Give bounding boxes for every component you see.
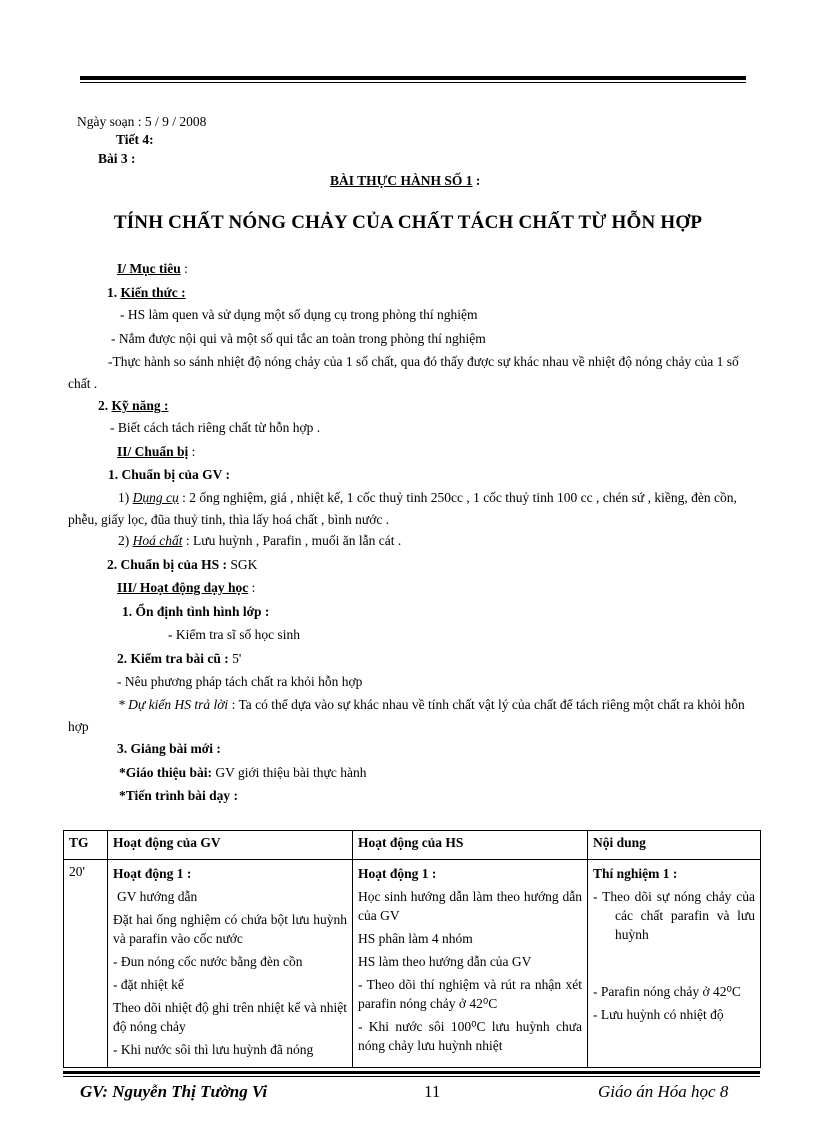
activity-1-text: - Kiểm tra sĩ số học sinh bbox=[168, 627, 300, 642]
header-gv: Hoạt động của GV bbox=[108, 831, 353, 860]
progress-label: *Tiến trình bài dạy : bbox=[119, 788, 239, 803]
lesson-table bbox=[63, 830, 761, 1068]
hs-title: Hoạt động 1 : bbox=[358, 866, 437, 881]
activities-heading-text: III/ Hoạt động dạy học bbox=[117, 580, 249, 595]
intro-line bbox=[119, 764, 366, 782]
header-hs: Hoạt động của HS bbox=[353, 831, 588, 860]
practice-title bbox=[330, 172, 480, 190]
prep-gv-heading: 1. Chuẩn bị của GV : bbox=[108, 467, 231, 482]
date-line bbox=[77, 113, 206, 131]
lesson-period: Tiết 4: bbox=[116, 132, 154, 147]
prep-tools-num: 1) bbox=[118, 490, 130, 505]
gv-title: Hoạt động 1 : bbox=[113, 866, 192, 881]
date-label: Ngày soạn : bbox=[77, 114, 142, 129]
knowledge-num: 1. bbox=[107, 285, 118, 300]
footer-page-number: 11 bbox=[424, 1082, 441, 1101]
hs-line-1: Học sinh hướng dẫn làm theo hướng dẫn của GV bbox=[358, 889, 582, 923]
content-title: Thí nghiệm 1 : bbox=[593, 866, 678, 881]
prep-heading-suffix: : bbox=[191, 444, 196, 459]
header-content: Nội dung bbox=[588, 831, 761, 860]
activity-3-heading: 3. Giảng bài mới : bbox=[117, 741, 221, 756]
footer-teacher: GV: Nguyễn Thị Tường Vi bbox=[80, 1082, 268, 1101]
gv-line-4: - đặt nhiệt kế bbox=[113, 977, 184, 992]
header-rule-thick bbox=[80, 76, 746, 80]
skills-num: 2. bbox=[98, 398, 109, 413]
knowledge-item-2: - Nắm được nội qui và một số qui tắc an toàn trong phòng thí nghiệm bbox=[111, 331, 486, 346]
objectives-heading-suffix: : bbox=[184, 261, 188, 276]
hs-line-5: - Khi nước sôi 100⁰C lưu huỳnh chưa nóng chảy lưu huỳnh nhiệt bbox=[358, 1019, 582, 1053]
prep-tools bbox=[68, 487, 758, 531]
activity-2-time: 5' bbox=[232, 651, 242, 666]
hs-cell bbox=[353, 860, 588, 1068]
header-time: TG bbox=[64, 831, 108, 860]
activity-2-heading-text: 2. Kiểm tra bài cũ : bbox=[117, 651, 229, 666]
skills-heading bbox=[98, 397, 169, 415]
prep-chem bbox=[118, 532, 401, 550]
table-row bbox=[64, 860, 761, 1068]
prep-tools-label: Dụng cụ bbox=[132, 490, 179, 505]
gv-line-3: - Đun nóng cốc nước bằng đèn cồn bbox=[113, 954, 303, 969]
activities-heading bbox=[117, 579, 255, 597]
hs-line-4: - Theo dõi thí nghiệm và rút ra nhận xét parafin nóng chảy ở 42⁰C bbox=[358, 977, 582, 1011]
objectives-heading-text: I/ Mục tiêu bbox=[117, 261, 181, 276]
knowledge-item-1: - HS làm quen và sử dụng một số dụng cụ trong phòng thí nghiệm bbox=[120, 307, 478, 322]
intro-label: *Giáo thiệu bài: bbox=[119, 765, 213, 780]
activity-1-heading: 1. Ổn định tình hình lớp : bbox=[122, 604, 270, 619]
header-rule-thin bbox=[80, 82, 746, 83]
hs-line-2: HS phân làm 4 nhóm bbox=[358, 931, 473, 946]
activity-2-expected bbox=[68, 694, 758, 738]
prep-tools-text: : 2 ống nghiệm, giá , nhiệt kế, 1 cốc thuỷ tinh 250cc , 1 cốc thuỷ tinh 100 cc , chén sứ , kiềng, đèn cồn, phễu, giấy lọc, đũa thuỷ tinh, thìa lấy hoá chất , bình nước . bbox=[68, 490, 737, 527]
lesson-number: Bài 3 : bbox=[98, 151, 136, 166]
prep-chem-num: 2) bbox=[118, 533, 130, 548]
prep-chem-label: Hoá chất bbox=[132, 533, 183, 548]
prep-heading bbox=[117, 443, 195, 461]
gv-line-6: - Khi nước sôi thì lưu huỳnh đã nóng bbox=[113, 1042, 314, 1057]
hs-line-3: HS làm theo hướng dẫn của GV bbox=[358, 954, 532, 969]
activity-2-expected-label: * Dự kiến HS trả lời bbox=[118, 697, 229, 712]
knowledge-item-3: -Thực hành so sánh nhiệt độ nóng chảy của 1 số chất, qua đó thấy được sự khác nhau về nhiệt độ nóng chảy của 1 số chất . bbox=[68, 354, 739, 391]
prep-hs bbox=[107, 556, 257, 574]
gv-cell bbox=[108, 860, 353, 1068]
prep-heading-text: II/ Chuẩn bị bbox=[117, 444, 189, 459]
prep-hs-text: SGK bbox=[230, 557, 258, 572]
gv-line-5: Theo dõi nhiệt độ ghi trên nhiệt kế và nhiệt độ nóng chảy bbox=[113, 1000, 347, 1034]
gv-line-2: Đặt hai ống nghiệm có chứa bột lưu huỳnh và parafin vào cốc nước bbox=[113, 912, 347, 946]
skills-item-1: - Biết cách tách riêng chất từ hỗn hợp . bbox=[110, 420, 321, 435]
activity-2-expected-text: : Ta có thể dựa vào sự khác nhau về tính chất vật lý của chất để tách riêng một chất ra khỏi hỗn hợp bbox=[68, 697, 745, 734]
practice-title-suffix: : bbox=[475, 173, 481, 188]
footer-rule-thick bbox=[63, 1071, 760, 1074]
content-cell bbox=[588, 860, 761, 1068]
activity-2-heading bbox=[117, 650, 241, 668]
knowledge-heading-text: Kiến thức : bbox=[120, 285, 186, 300]
content-line-1: - Theo dõi sự nóng chảy của các chất parafin và lưu huỳnh bbox=[593, 889, 755, 942]
objectives-heading bbox=[117, 260, 188, 278]
footer-rule-thin bbox=[63, 1076, 760, 1077]
prep-hs-heading: 2. Chuẩn bị của HS : bbox=[107, 557, 228, 572]
main-title: TÍNH CHẤT NÓNG CHẢY CỦA CHẤT TÁCH CHẤT TỪ HỖN HỢP bbox=[113, 212, 703, 233]
footer-subject: Giáo án Hóa học 8 bbox=[598, 1082, 729, 1101]
intro-text: GV giới thiệu bài thực hành bbox=[215, 765, 367, 780]
practice-title-text: BÀI THỰC HÀNH SỐ 1 bbox=[330, 173, 473, 188]
table-header-row bbox=[64, 831, 761, 860]
content-line-2: - Parafin nóng chảy ở 42⁰C bbox=[593, 984, 741, 999]
activities-heading-suffix: : bbox=[251, 580, 256, 595]
date-value: 5 / 9 / 2008 bbox=[144, 114, 207, 129]
skills-heading-text: Kỹ năng : bbox=[111, 398, 169, 413]
content-line-3: - Lưu huỳnh có nhiệt độ bbox=[593, 1007, 724, 1022]
knowledge-heading bbox=[107, 284, 186, 302]
activity-2-question: - Nêu phương pháp tách chất ra khỏi hỗn hợp bbox=[117, 674, 363, 689]
gv-line-1: GV hướng dẫn bbox=[117, 889, 198, 904]
prep-chem-text: : Lưu huỳnh , Parafin , muối ăn lẫn cát . bbox=[185, 533, 402, 548]
row-time: 20' bbox=[64, 860, 108, 1068]
